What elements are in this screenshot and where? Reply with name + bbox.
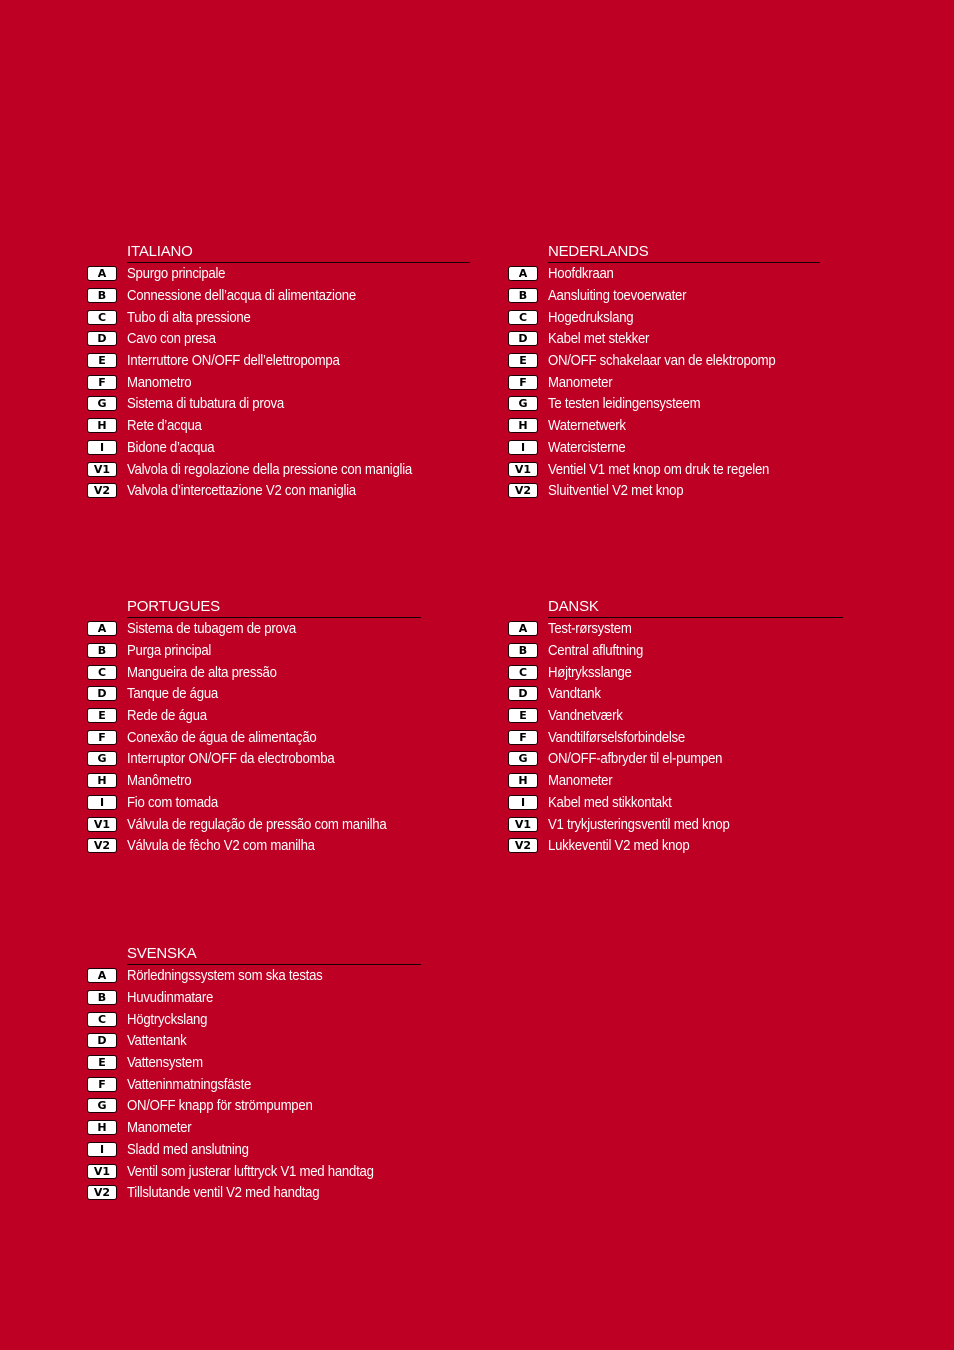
legend-item-label: Válvula de fêcho V2 com manilha	[127, 837, 315, 855]
legend-item	[87, 683, 421, 705]
legend-code-badge: V1	[87, 462, 117, 477]
legend-item	[508, 263, 820, 285]
legend-code-badge: B	[87, 288, 117, 303]
legend-item-label: Huvudinmatare	[127, 989, 214, 1007]
legend-item	[87, 987, 421, 1009]
legend-code-badge: E	[87, 353, 117, 368]
legend-item-label: ON/OFF-afbryder til el-pumpen	[548, 750, 723, 768]
legend-item	[508, 371, 820, 393]
legend-item-label: Vandnetværk	[548, 707, 623, 725]
legend-item	[87, 1160, 421, 1182]
legend-code-badge: C	[87, 665, 117, 680]
legend-item-label: Vandtilførselsforbindelse	[548, 728, 685, 746]
legend-item	[87, 965, 421, 987]
legend-item	[87, 328, 470, 350]
legend-code-badge: F	[87, 730, 117, 745]
legend-code-badge: D	[508, 686, 538, 701]
legend-item	[87, 792, 421, 814]
legend-code-badge: I	[87, 440, 117, 455]
legend-item	[87, 1095, 421, 1117]
legend-item-label: ON/OFF knapp för strömpumpen	[127, 1097, 313, 1115]
legend-item-label: Lukkeventil V2 med knop	[548, 837, 690, 855]
legend-item	[87, 480, 470, 502]
legend-code-badge: V1	[87, 817, 117, 832]
legend-item-label: ON/OFF schakelaar van de elektropomp	[548, 352, 776, 370]
legend-item-label: Rörledningssystem som ska testas	[127, 967, 323, 985]
legend-item	[508, 618, 843, 640]
legend-item-label: Ventil som justerar lufttryck V1 med handtag	[127, 1162, 374, 1180]
legend-code-badge: B	[87, 990, 117, 1005]
legend-item-label: Vatteninmatningsfäste	[127, 1075, 252, 1093]
legend-item-label: Mangueira de alta pressão	[127, 663, 277, 681]
legend-item-label: Connessione dell’acqua di alimentazione	[127, 287, 356, 305]
legend-code-badge: G	[87, 751, 117, 766]
legend-item-label: Interruptor ON/OFF da electrobomba	[127, 750, 335, 768]
legend-code-badge: V1	[87, 1164, 117, 1179]
legend-item	[508, 437, 820, 459]
legend-item	[508, 306, 820, 328]
section-title-portugues: PORTUGUES	[127, 598, 220, 615]
legend-code-badge: D	[508, 331, 538, 346]
legend-code-badge: V2	[87, 838, 117, 853]
section-svenska	[87, 944, 421, 1204]
section-nederlands	[508, 242, 820, 502]
legend-code-badge: F	[508, 375, 538, 390]
legend-item-label: Vattentank	[127, 1032, 187, 1050]
legend-item-label: Högtryckslang	[127, 1010, 208, 1028]
legend-item	[87, 285, 470, 307]
legend-code-badge: C	[508, 310, 538, 325]
legend-item-label: Vandtank	[548, 685, 601, 703]
legend-item	[508, 350, 820, 372]
legend-item-label: Hoofdkraan	[548, 265, 614, 283]
legend-item-label: Valvola d’intercettazione V2 con maniglia	[127, 482, 356, 500]
legend-code-badge: B	[508, 288, 538, 303]
legend-code-badge: V1	[508, 462, 538, 477]
legend-item-label: Válvula de regulação de pressão com manilha	[127, 815, 387, 833]
legend-code-badge: A	[87, 621, 117, 636]
legend-code-badge: E	[87, 1055, 117, 1070]
legend-item	[87, 1052, 421, 1074]
legend-code-badge: C	[87, 310, 117, 325]
legend-item-label: Rete d’acqua	[127, 417, 202, 435]
legend-item	[508, 285, 820, 307]
legend-list-dansk	[508, 618, 843, 857]
legend-code-badge: G	[508, 751, 538, 766]
legend-code-badge: D	[87, 686, 117, 701]
legend-code-badge: I	[87, 1142, 117, 1157]
legend-item	[87, 415, 470, 437]
legend-item-label: Sistema di tubatura di prova	[127, 395, 284, 413]
legend-item	[508, 705, 843, 727]
legend-item	[508, 480, 820, 502]
legend-item	[508, 835, 843, 857]
legend-code-badge: A	[87, 266, 117, 281]
legend-item	[87, 1139, 421, 1161]
legend-code-badge: V2	[508, 838, 538, 853]
legend-code-badge: H	[87, 773, 117, 788]
legend-item	[87, 835, 421, 857]
legend-item-label: Valvola di regolazione della pressione con maniglia	[127, 460, 412, 478]
legend-item	[87, 437, 470, 459]
legend-item	[87, 705, 421, 727]
legend-item	[508, 393, 820, 415]
legend-item-label: Aansluiting toevoerwater	[548, 287, 687, 305]
legend-code-badge: E	[87, 708, 117, 723]
legend-item-label: Kabel met stekker	[548, 330, 650, 348]
legend-item-label: Sistema de tubagem de prova	[127, 620, 296, 638]
legend-item	[508, 748, 843, 770]
legend-code-badge: G	[87, 396, 117, 411]
legend-item	[87, 813, 421, 835]
legend-item	[87, 350, 470, 372]
legend-list-nederlands	[508, 263, 820, 502]
legend-item-label: Conexão de água de alimentação	[127, 728, 317, 746]
legend-code-badge: F	[508, 730, 538, 745]
legend-code-badge: G	[508, 396, 538, 411]
legend-code-badge: B	[87, 643, 117, 658]
legend-item	[87, 371, 470, 393]
section-dansk	[508, 597, 843, 857]
legend-item-label: Watercisterne	[548, 438, 626, 456]
legend-item	[508, 726, 843, 748]
legend-item	[508, 792, 843, 814]
legend-code-badge: H	[508, 418, 538, 433]
legend-item	[87, 618, 421, 640]
legend-code-badge: D	[87, 1033, 117, 1048]
section-portugues	[87, 597, 421, 857]
legend-item-label: Manometer	[548, 373, 613, 391]
legend-item-label: Interruttore ON/OFF dell’elettropompa	[127, 352, 340, 370]
legend-item-label: Manometro	[127, 373, 192, 391]
legend-item-label: Tanque de água	[127, 685, 218, 703]
legend-item	[508, 661, 843, 683]
legend-item	[87, 263, 470, 285]
legend-item-label: Manometer	[548, 772, 613, 790]
legend-item-label: Cavo con presa	[127, 330, 216, 348]
legend-item	[87, 1008, 421, 1030]
legend-item	[87, 393, 470, 415]
legend-item	[87, 1182, 421, 1204]
legend-item-label: Sluitventiel V2 met knop	[548, 482, 684, 500]
legend-item-label: Rede de água	[127, 707, 207, 725]
legend-list-italiano	[87, 263, 470, 502]
section-title-dansk: DANSK	[548, 598, 599, 615]
legend-item	[508, 683, 843, 705]
legend-item-label: Fio com tomada	[127, 793, 218, 811]
legend-code-badge: V2	[87, 1185, 117, 1200]
legend-list-portugues	[87, 618, 421, 857]
legend-code-badge: H	[508, 773, 538, 788]
legend-code-badge: E	[508, 353, 538, 368]
legend-item	[87, 1117, 421, 1139]
legend-item	[87, 726, 421, 748]
section-title-svenska: SVENSKA	[127, 945, 197, 962]
legend-code-badge: H	[87, 1120, 117, 1135]
legend-code-badge: A	[87, 968, 117, 983]
legend-item-label: Vattensystem	[127, 1054, 203, 1072]
legend-item-label: Spurgo principale	[127, 265, 226, 283]
legend-code-badge: I	[508, 795, 538, 810]
legend-item	[508, 640, 843, 662]
legend-item	[87, 640, 421, 662]
legend-code-badge: I	[87, 795, 117, 810]
legend-code-badge: E	[508, 708, 538, 723]
legend-item	[87, 770, 421, 792]
legend-item-label: Central afluftning	[548, 642, 644, 660]
legend-item-label: Test-rørsystem	[548, 620, 632, 638]
legend-item	[508, 328, 820, 350]
legend-item-label: Manômetro	[127, 772, 192, 790]
legend-item-label: Tubo di alta pressione	[127, 308, 251, 326]
legend-item	[87, 306, 470, 328]
legend-item-label: Bidone d’acqua	[127, 438, 215, 456]
legend-item	[87, 661, 421, 683]
legend-code-badge: G	[87, 1098, 117, 1113]
section-italiano	[87, 242, 470, 502]
legend-code-badge: A	[508, 621, 538, 636]
legend-code-badge: A	[508, 266, 538, 281]
legend-item	[508, 813, 843, 835]
legend-code-badge: F	[87, 1077, 117, 1092]
legend-code-badge: V2	[87, 483, 117, 498]
legend-code-badge: H	[87, 418, 117, 433]
legend-item	[87, 1030, 421, 1052]
legend-code-badge: F	[87, 375, 117, 390]
legend-item-label: Tillslutande ventil V2 med handtag	[127, 1184, 320, 1202]
legend-item	[87, 458, 470, 480]
legend-item-label: V1 trykjusteringsventil med knop	[548, 815, 730, 833]
section-title-italiano: ITALIANO	[127, 243, 193, 260]
legend-item-label: Purga principal	[127, 642, 212, 660]
legend-item-label: Hogedrukslang	[548, 308, 634, 326]
legend-code-badge: C	[87, 1012, 117, 1027]
legend-item-label: Højtryksslange	[548, 663, 632, 681]
legend-item-label: Ventiel V1 met knop om druk te regelen	[548, 460, 770, 478]
legend-code-badge: D	[87, 331, 117, 346]
legend-item	[87, 1073, 421, 1095]
legend-code-badge: V2	[508, 483, 538, 498]
legend-code-badge: V1	[508, 817, 538, 832]
legend-item	[508, 415, 820, 437]
legend-code-badge: C	[508, 665, 538, 680]
legend-item	[508, 458, 820, 480]
legend-item-label: Waternetwerk	[548, 417, 626, 435]
legend-item-label: Sladd med anslutning	[127, 1140, 249, 1158]
legend-item	[508, 770, 843, 792]
section-title-nederlands: NEDERLANDS	[548, 243, 649, 260]
legend-item-label: Kabel med stikkontakt	[548, 793, 672, 811]
legend-item-label: Manometer	[127, 1119, 192, 1137]
legend-code-badge: I	[508, 440, 538, 455]
legend-code-badge: B	[508, 643, 538, 658]
legend-item	[87, 748, 421, 770]
legend-list-svenska	[87, 965, 421, 1204]
legend-item-label: Te testen leidingensysteem	[548, 395, 701, 413]
